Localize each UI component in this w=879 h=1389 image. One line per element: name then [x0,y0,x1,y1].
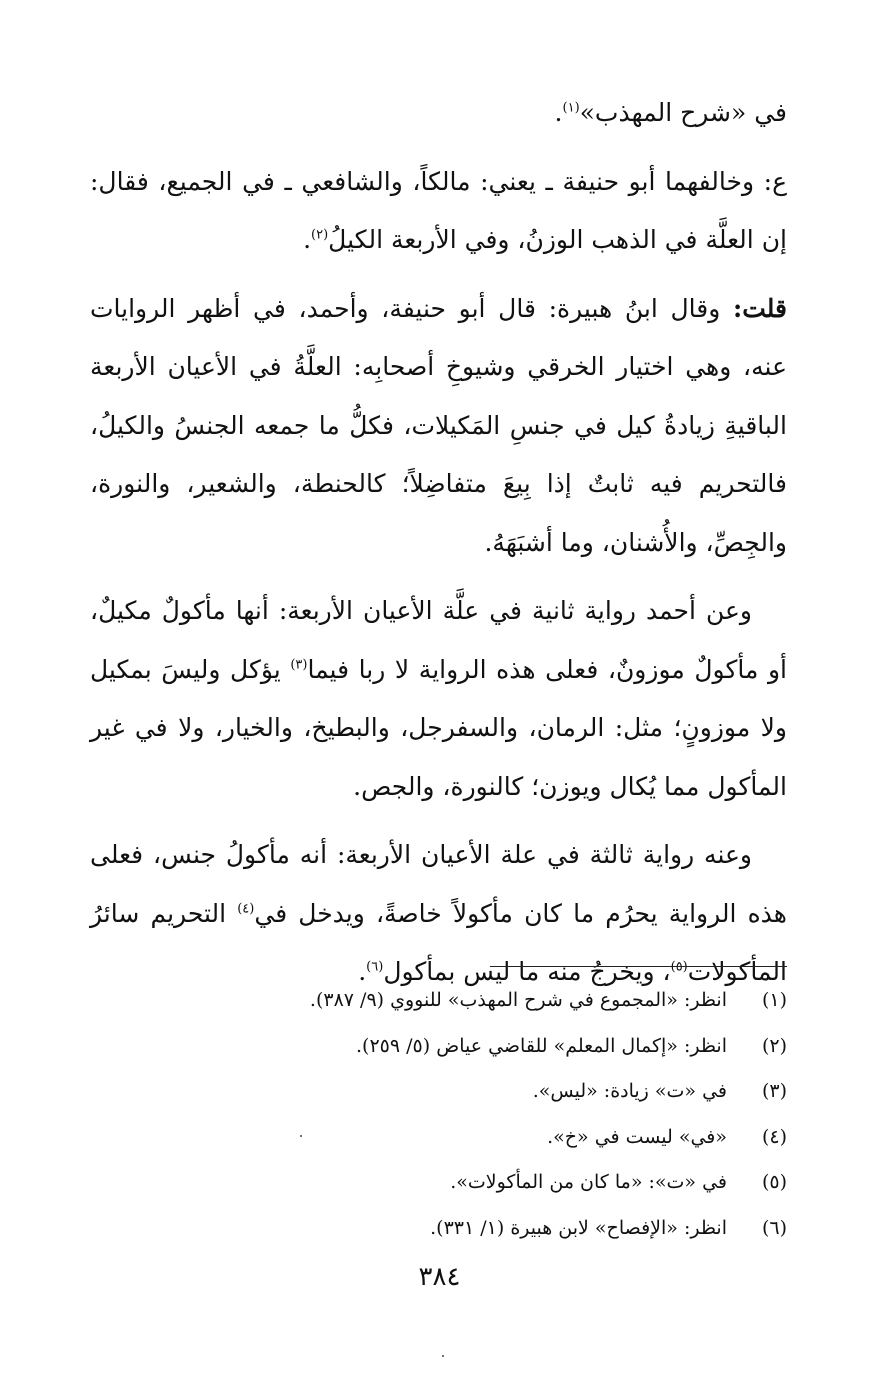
footnote-number: (١) [761,989,787,1011]
paragraph-5-tail: التحريم سائرُ المأكولات [90,898,787,986]
footnote-6 [90,1206,787,1252]
page-number: ٣٨٤ [418,1262,461,1292]
footnote-number: (٦) [761,1216,787,1239]
footnote-text: انظر: «إكمال المعلم» للقاضي عياض (٥/ ٢٥٩). [356,1034,727,1057]
footnote-text: «في» ليست في «خ». [547,1125,727,1148]
footnote-text: انظر: «المجموع في شرح المهذب» للنووي (٩/ ٣٨٧). [309,989,727,1011]
footnote-ref-6: (٦) [366,959,384,975]
footnote-ref-3: (٣) [290,657,308,673]
footnote-ref-1: (١) [562,100,580,116]
paragraph-1-text: في «شرح المهذب» [579,98,787,127]
paragraph-5-tail-3: . [358,957,367,986]
paragraph-4-text: وعن أحمد رواية ثانية في علَّة الأعيان الأربعة: أنها مأكولٌ مكيلٌ، أو مأكولٌ موزونٌ، فعلى هذه الرواية لا ربا فيما [90,596,787,684]
paragraph-2 [90,153,787,270]
paragraph-3-lead: قلت: [732,293,787,323]
footnote-1 [90,978,787,1024]
paragraph-5-text: وعنه رواية ثالثة في علة الأعيان الأربعة: أنه مأكولُ جنس، فعلى هذه الرواية يحرُم ما كان مأكولاً خاصةً، ويدخل في [90,840,787,928]
paragraph-2-text: ع: وخالفهما أبو حنيفة ـ يعني: مالكاً، والشافعي ـ في الجميع، فقال: إن العلَّة في الذهب الوزنُ، وفي الأربعة الكيلُ [90,166,787,254]
footnote-number: (٣) [761,1080,787,1102]
paragraph-5-tail-2: ، ويخرجُ منه ما ليس بمأكول [383,957,671,986]
main-text-body [90,84,787,1002]
footnote-3 [90,1069,787,1115]
footnote-2 [90,1024,787,1070]
footnote-text: في «ت»: «ما كان من المأكولات». [450,1171,727,1193]
paragraph-4 [90,582,787,816]
footnote-ref-5: (٥) [670,959,688,975]
footnote-4 [90,1115,787,1161]
footnote-number: (٢) [761,1034,787,1057]
paragraph-3-text: وقال ابنُ هبيرة: قال أبو حنيفة، وأحمد، في أظهر الروايات عنه، وهي اختيار الخرقي وشيوخِ أصحابِه: العلَّةُ في الأعيان الأربعة الباقيةِ زيادةُ كيل في جنسِ المَكيلات، فكلُّ ما جمعه الجنسُ والكيلُ، فالتحريم فيه ثابتٌ إذا بِيعَ متفاضِلاً؛ كالحنطة، والشعير، والنورة، والجِصِّ، والأُشنان، وما أشبَهَهُ. [90,293,787,557]
paragraph-2-tail: . [303,225,312,254]
footnote-5 [90,1160,787,1206]
footnote-number: (٤) [761,1125,787,1148]
footnote-ref-4: (٤) [237,901,255,917]
paragraph-3 [90,280,787,573]
paragraph-1 [90,84,787,143]
paragraph-1-tail: . [554,98,563,127]
paper-speck [442,1355,444,1357]
footnote-text: في «ت» زيادة: «ليس». [532,1080,727,1102]
paragraph-4-tail: يؤكل وليسَ بمكيل ولا موزونٍ؛ مثل: الرمان، والسفرجل، والبطيخ، والخيار، ولا في غير المأكول مما يُكال ويوزن؛ كالنورة، والجص. [90,654,787,801]
footnotes-section [90,978,787,1251]
footnote-ref-2: (٢) [311,227,329,243]
paragraph-5 [90,826,787,1002]
footnote-text: انظر: «الإفصاح» لابن هبيرة (١/ ٣٣١). [430,1216,727,1239]
footnote-number: (٥) [761,1171,787,1193]
footnote-separator [490,966,787,967]
paper-speck [300,1135,302,1137]
